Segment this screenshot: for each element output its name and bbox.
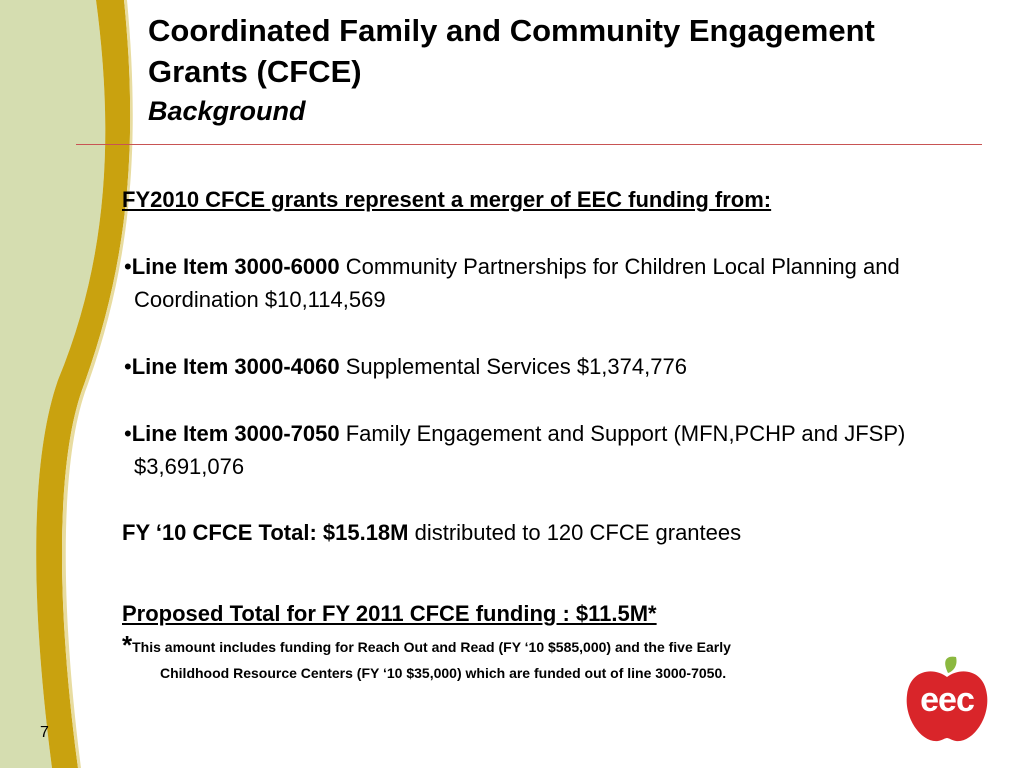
total-text: distributed to 120 CFCE grantees (408, 520, 742, 545)
slide-body (122, 183, 962, 686)
line-item-text: Supplemental Services $1,374,776 (339, 354, 687, 379)
fy10-total (122, 516, 962, 549)
line-item-label: Line Item 3000-6000 (131, 254, 340, 279)
footnote-star: * (122, 630, 133, 660)
proposed-total: Proposed Total for FY 2011 CFCE funding : $11.5M* (122, 601, 657, 626)
line-item-3000-7050: •Line Item 3000-7050 Family Engagement and Support (MFN,PCHP and JFSP) $3,691,076 (124, 421, 906, 479)
footnote-line-1: This amount includes funding for Reach Out and Read (FY ‘10 $585,000) and the five Early (132, 639, 731, 655)
line-item-label: Line Item 3000-7050 (131, 421, 340, 446)
line-item-text: Family Engagement and Support (MFN,PCHP and JFSP) $3,691,076 (134, 421, 906, 479)
line-item-3000-4060: •Line Item 3000-4060 Supplemental Services $1,374,776 (124, 354, 687, 379)
slide-title (148, 10, 998, 130)
title-divider (76, 144, 982, 145)
line-item-3000-6000: •Line Item 3000-6000 Community Partnerships for Children Local Planning and Coordination $10,114,569 (124, 254, 900, 312)
eec-apple-logo (904, 655, 990, 745)
footnote-line-2: Childhood Resource Centers (FY ‘10 $35,000) which are funded out of line 3000-7050. (160, 665, 727, 681)
title-line-2: Grants (CFCE) (148, 54, 362, 89)
logo-text: eec (920, 681, 974, 719)
section-heading: FY2010 CFCE grants represent a merger of EEC funding from: (122, 187, 772, 212)
line-item-label: Line Item 3000-4060 (131, 354, 340, 379)
slide-subtitle: Background (148, 96, 306, 126)
decorative-ribbon (0, 0, 140, 768)
title-line-1: Coordinated Family and Community Engagement (148, 13, 875, 48)
page-number: 7 (40, 724, 49, 741)
line-item-text: Community Partnerships for Children Local Planning and Coordination $10,114,569 (134, 254, 900, 312)
footnote (122, 632, 962, 686)
total-label: FY ‘10 CFCE Total: $15.18M (122, 520, 409, 545)
